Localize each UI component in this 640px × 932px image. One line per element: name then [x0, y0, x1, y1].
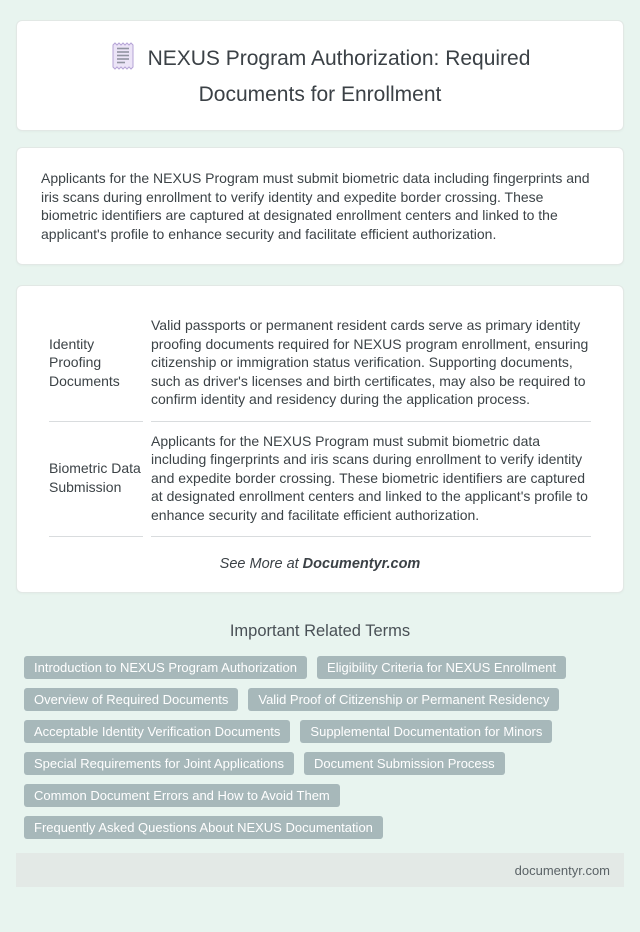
- glossary-term: Identity Proofing Documents: [49, 306, 143, 422]
- title-card: [16, 20, 624, 131]
- related-term-pill[interactable]: Supplemental Documentation for Minors: [300, 720, 552, 743]
- see-more-site-link[interactable]: Documentyr.com: [302, 556, 421, 572]
- related-terms-list: [0, 656, 640, 839]
- see-more-prefix: See More at: [219, 556, 299, 572]
- related-term-pill[interactable]: Valid Proof of Citizenship or Permanent Residency: [248, 688, 559, 711]
- related-term-pill[interactable]: Eligibility Criteria for NEXUS Enrollment: [317, 656, 566, 679]
- footer-bar: [16, 853, 624, 887]
- related-terms-heading: Important Related Terms: [229, 622, 411, 640]
- related-term-pill[interactable]: Introduction to NEXUS Program Authorization: [24, 656, 307, 679]
- related-term-pill[interactable]: Acceptable Identity Verification Documents: [24, 720, 290, 743]
- page-title: [41, 41, 599, 110]
- glossary-term: Biometric Data Submission: [49, 422, 143, 538]
- footer-site-label: documentyr.com: [514, 862, 610, 878]
- related-term-pill[interactable]: Common Document Errors and How to Avoid Them: [24, 784, 340, 807]
- see-more-note: [41, 556, 599, 572]
- glossary-card: [16, 285, 624, 593]
- related-term-pill[interactable]: Document Submission Process: [304, 752, 505, 775]
- table-row: [49, 306, 591, 422]
- page-title-line2: Documents for Enrollment: [198, 83, 442, 106]
- page-title-line1: NEXUS Program Authorization: Required: [147, 47, 531, 70]
- glossary-definition: Valid passports or permanent resident cards serve as primary identity proofing documents required for NEXUS program enrollment, ensuring citizenship or immigration status verification. Supporting documents, such as driver's licenses and birth certificates, may also be required to confirm identity and residency during the application process.: [151, 306, 591, 422]
- glossary-table: [41, 306, 599, 537]
- table-row: [49, 422, 591, 538]
- related-term-pill[interactable]: Frequently Asked Questions About NEXUS Documentation: [24, 816, 383, 839]
- related-term-pill[interactable]: Overview of Required Documents: [24, 688, 238, 711]
- glossary-definition: Applicants for the NEXUS Program must submit biometric data including fingerprints and iris scans during enrollment to verify identity and expedite border crossing. These biometric identifiers are captured at designated enrollment centers and linked to the applicant's profile to enhance security and facilitate efficient authorization.: [151, 422, 591, 538]
- intro-card: [16, 147, 624, 265]
- related-term-pill[interactable]: Special Requirements for Joint Applications: [24, 752, 294, 775]
- receipt-icon: [110, 41, 136, 80]
- intro-paragraph: Applicants for the NEXUS Program must submit biometric data including fingerprints and iris scans during enrollment to verify identity and expedite border crossing. These biometric identifiers are captured at designated enrollment centers and linked to the applicant's profile to enhance security and facilitate efficient authorization.: [41, 170, 590, 242]
